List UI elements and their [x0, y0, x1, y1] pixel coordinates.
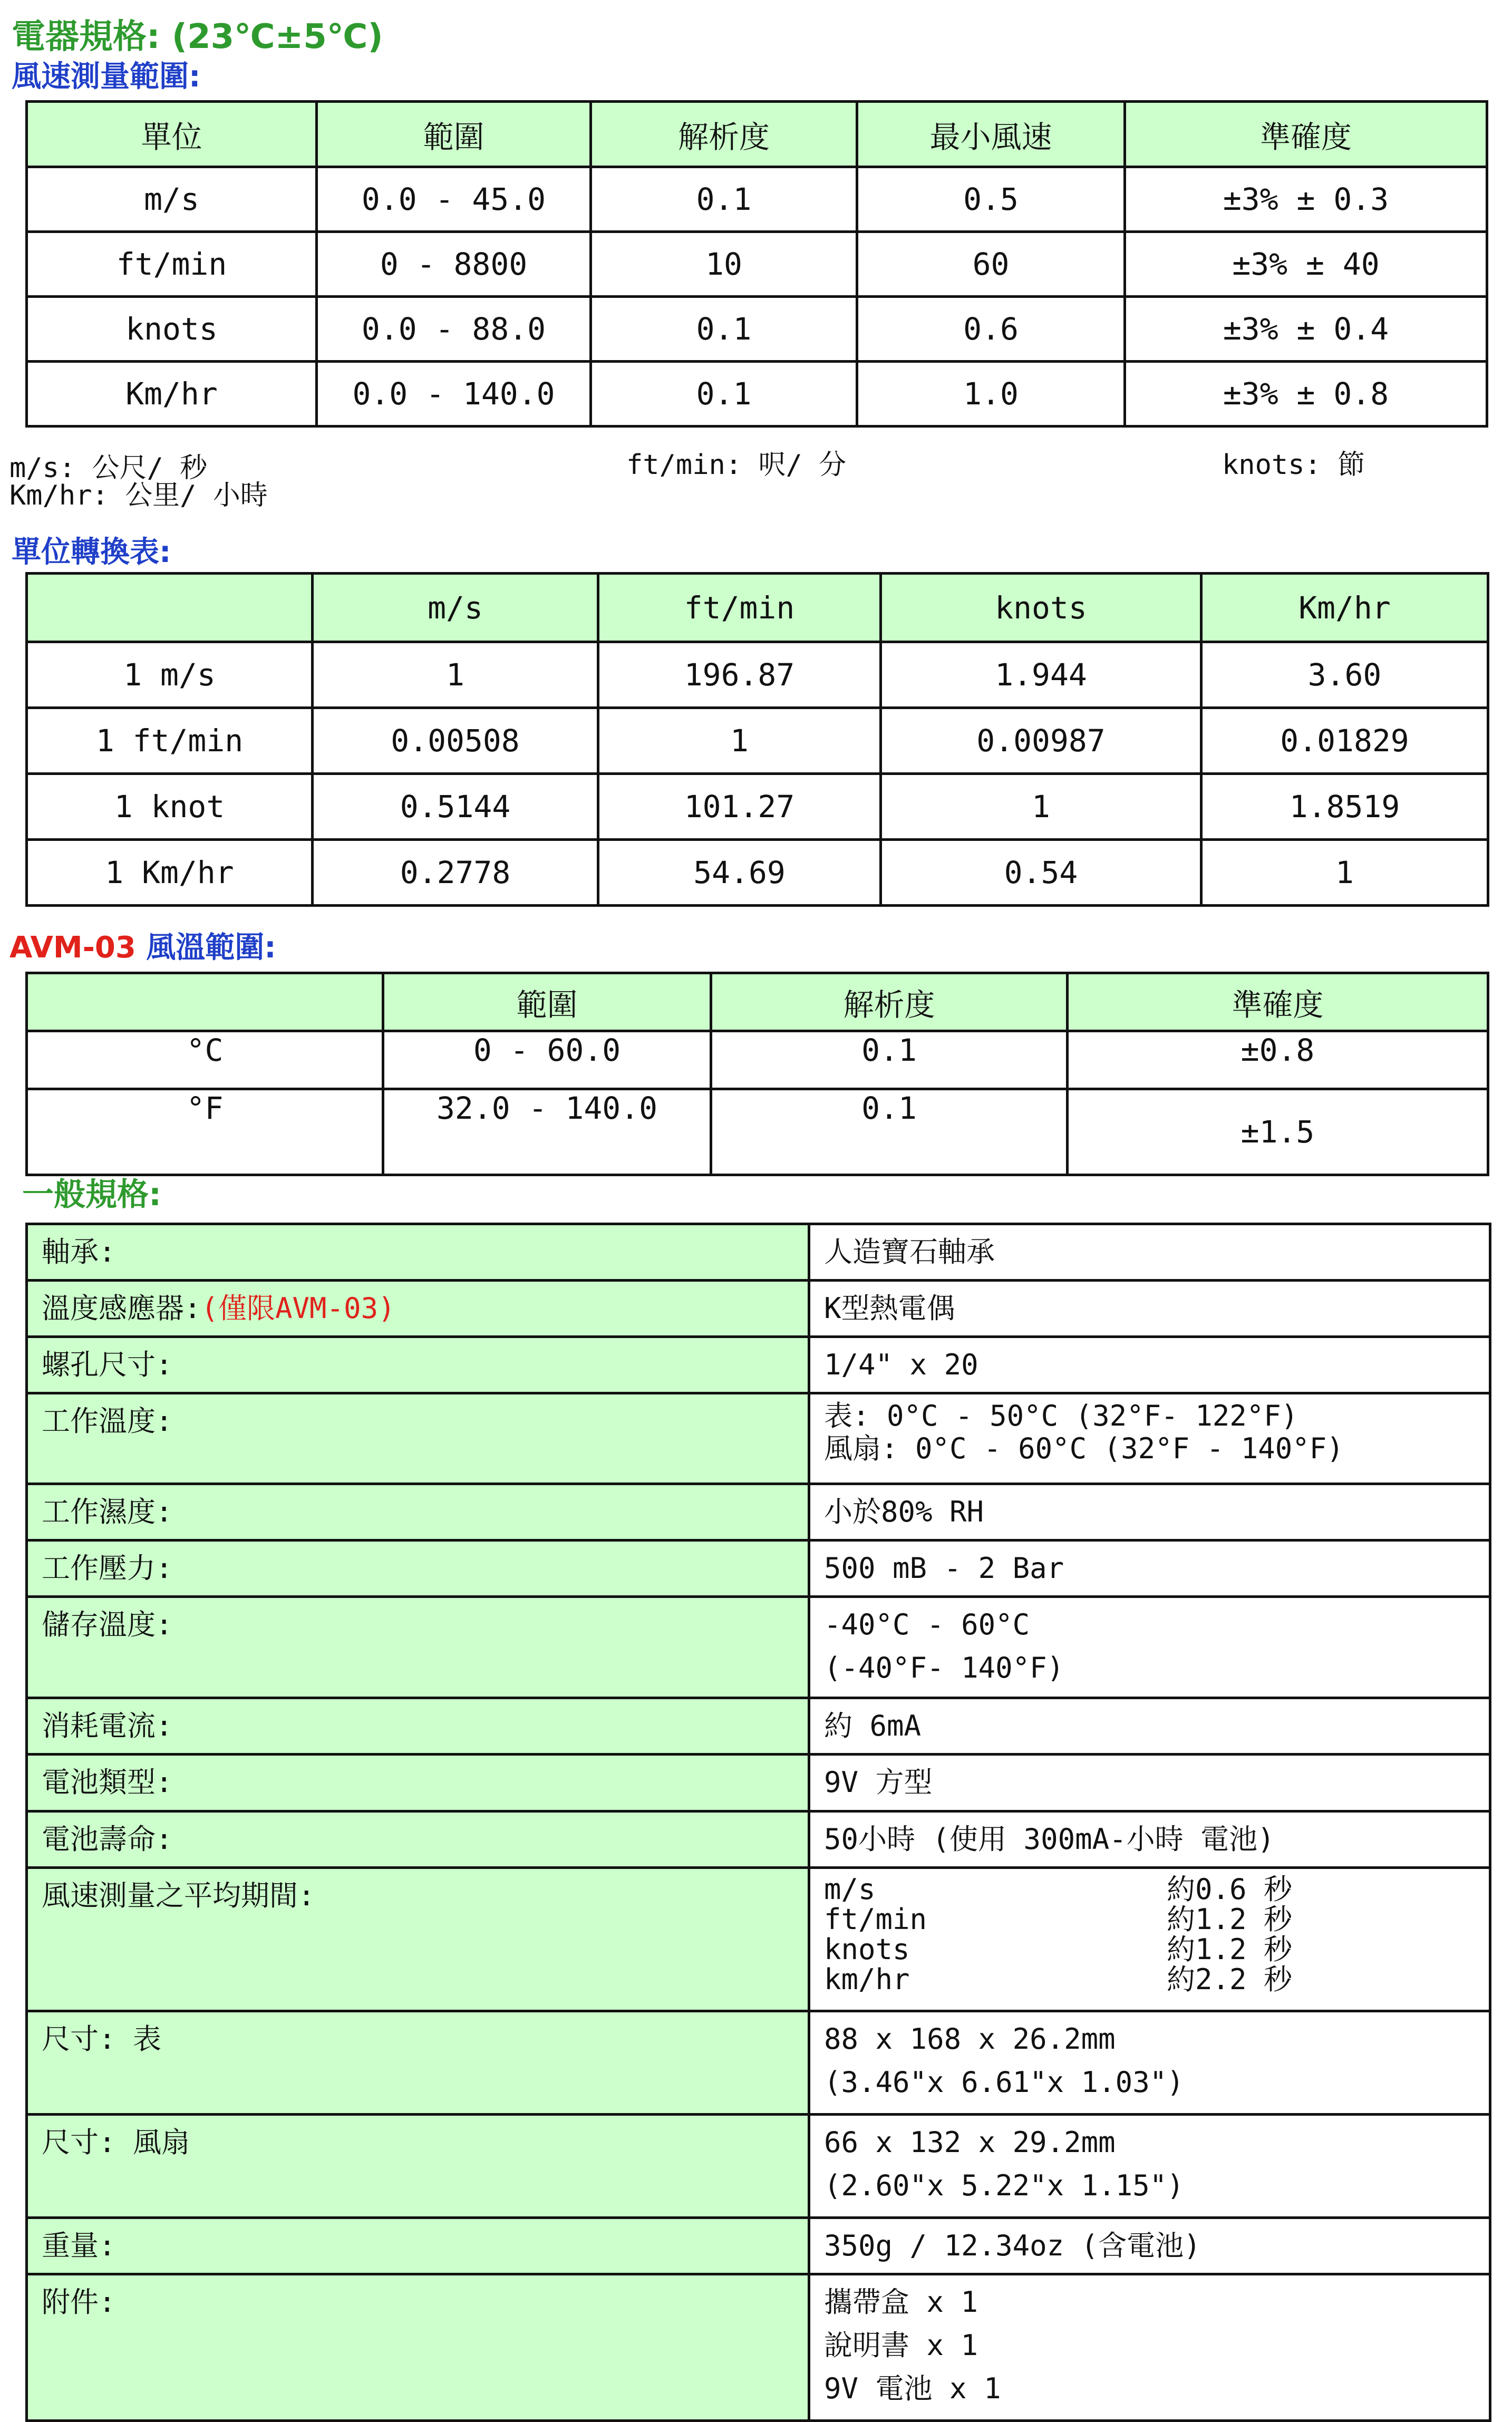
averaging-period-list: [824, 1874, 1475, 1995]
column-header: Km/hr: [1201, 574, 1488, 642]
spec-value: 500 mB - 2 Bar: [809, 1541, 1490, 1597]
column-header: m/s: [313, 574, 598, 642]
spec-label: 風速測量之平均期間:: [27, 1867, 809, 2011]
column-header: [27, 973, 383, 1031]
spec-row-op-pressure: [27, 1541, 1490, 1597]
averaging-time: 約0.6 秒: [1167, 1872, 1293, 1906]
spec-row-temp-sensor: [27, 1281, 1490, 1337]
resolution-cell: 0.1: [591, 362, 857, 427]
accessory-item: 攜帶盒 x 1: [824, 2285, 978, 2319]
temperature-range-heading: [9, 933, 276, 963]
knots-value-cell: 1: [881, 774, 1201, 840]
wind-range-heading: 風速測量範圍:: [12, 60, 201, 94]
spec-label: 附件:: [27, 2274, 809, 2420]
meter-dimensions-inch: (3.46"x 6.61"x 1.03"): [824, 2065, 1184, 2099]
unit-cell: ft/min: [27, 232, 317, 297]
knots-value-cell: 0.00987: [881, 708, 1201, 774]
temperature-range-table: [25, 972, 1489, 1176]
range-cell: 0.0 - 140.0: [317, 362, 591, 427]
spec-value: 人造寶石軸承: [809, 1224, 1490, 1281]
spec-label: 工作溫度:: [27, 1393, 809, 1484]
ftmin-value-cell: 101.27: [598, 774, 881, 840]
spec-value: 1/4" x 20: [809, 1337, 1490, 1393]
spec-row-bearing: [27, 1224, 1490, 1281]
row-unit-cell: 1 Km/hr: [27, 840, 313, 906]
row-unit-cell: 1 ft/min: [27, 708, 313, 774]
spec-label: 工作壓力:: [27, 1541, 809, 1597]
spec-label: 軸承:: [27, 1224, 809, 1281]
fan-dimensions-mm: 66 x 132 x 29.2mm: [824, 2125, 1116, 2159]
spec-value: 50小時 (使用 300mA-小時 電池): [809, 1811, 1490, 1867]
fan-temp-range: 風扇: 0°C - 60°C (32°F - 140°F): [824, 1432, 1344, 1466]
kmhr-value-cell: 3.60: [1201, 642, 1488, 708]
spec-row-dim-meter: [27, 2011, 1490, 2114]
avm-only-note: (僅限AVM-03): [201, 1292, 395, 1325]
accessory-item: 說明書 x 1: [824, 2328, 978, 2362]
resolution-cell: 0.1: [591, 167, 857, 232]
spec-row-screw: [27, 1337, 1490, 1393]
column-header: 單位: [27, 102, 317, 167]
ftmin-value-cell: 1: [598, 708, 881, 774]
spec-value: [809, 1597, 1490, 1698]
spec-value: [809, 1867, 1490, 2011]
spec-label: 重量:: [27, 2217, 809, 2274]
column-header: knots: [881, 574, 1201, 642]
spec-value: [809, 2274, 1490, 2420]
ftmin-value-cell: 54.69: [598, 840, 881, 906]
table-row: [27, 362, 1487, 427]
column-header: 解析度: [711, 973, 1068, 1031]
conversion-heading: 單位轉換表:: [12, 535, 171, 569]
spec-label: 尺寸: 風扇: [27, 2114, 809, 2217]
meter-dimensions-mm: 88 x 168 x 26.2mm: [824, 2022, 1116, 2056]
resolution-cell: 0.1: [711, 1031, 1068, 1089]
table-row: [27, 642, 1488, 708]
column-header: [27, 574, 313, 642]
range-cell: 0.0 - 88.0: [317, 297, 591, 362]
spec-value: 9V 方型: [809, 1755, 1490, 1811]
spec-row-battery-type: [27, 1755, 1490, 1811]
model-name: AVM-03: [9, 931, 136, 965]
spec-value: [809, 2114, 1490, 2217]
resolution-cell: 10: [591, 232, 857, 297]
range-cell: 0 - 60.0: [383, 1031, 711, 1089]
column-header: 最小風速: [857, 102, 1125, 167]
accuracy-cell: ±3% ± 0.4: [1125, 297, 1487, 362]
accuracy-cell: ±3% ± 40: [1125, 232, 1487, 297]
unit-note-ftmin: ft/min: 呎/ 分: [626, 449, 847, 481]
spec-label: 儲存溫度:: [27, 1597, 809, 1698]
table-row: [27, 167, 1487, 232]
ms-value-cell: 0.5144: [313, 774, 598, 840]
spec-value: 約 6mA: [809, 1698, 1490, 1755]
ms-value-cell: 1: [313, 642, 598, 708]
spec-label: 消耗電流:: [27, 1698, 809, 1755]
unit-note-kmhr: Km/hr: 公里/ 小時: [9, 480, 268, 511]
min-speed-cell: 0.6: [857, 297, 1125, 362]
general-spec-heading: 一般規格:: [22, 1176, 161, 1213]
meter-temp-range: 表: 0°C - 50°C (32°F- 122°F): [824, 1399, 1298, 1433]
resolution-cell: 0.1: [591, 297, 857, 362]
column-header: 範圍: [383, 973, 711, 1031]
kmhr-value-cell: 1: [1201, 840, 1488, 906]
unit-cell: °C: [27, 1031, 383, 1089]
averaging-unit: m/s: [824, 1872, 876, 1906]
row-unit-cell: 1 knot: [27, 774, 313, 840]
spec-label: 工作濕度:: [27, 1484, 809, 1541]
averaging-unit: ft/min: [824, 1902, 927, 1936]
table-row: [27, 840, 1488, 906]
spec-label: 電池壽命:: [27, 1811, 809, 1867]
knots-value-cell: 0.54: [881, 840, 1201, 906]
knots-value-cell: 1.944: [881, 642, 1201, 708]
averaging-unit: km/hr: [824, 1963, 910, 1997]
table-row: [27, 1031, 1488, 1089]
spec-row-op-temp: [27, 1393, 1490, 1484]
spec-row-dim-fan: [27, 2114, 1490, 2217]
storage-temp-fahrenheit: (-40°F- 140°F): [824, 1651, 1064, 1685]
column-header: 範圍: [317, 102, 591, 167]
min-speed-cell: 0.5: [857, 167, 1125, 232]
accuracy-cell: ±3% ± 0.8: [1125, 362, 1487, 427]
spec-row-storage-temp: [27, 1597, 1490, 1698]
accuracy-cell: ±0.8: [1068, 1031, 1488, 1089]
spec-row-averaging: [27, 1867, 1490, 2011]
spec-label: 尺寸: 表: [27, 2011, 809, 2114]
row-unit-cell: 1 m/s: [27, 642, 313, 708]
range-cell: 32.0 - 140.0: [383, 1089, 711, 1175]
table-row: [27, 774, 1488, 840]
temperature-header-row: [27, 973, 1488, 1031]
spec-value: [809, 2011, 1490, 2114]
ms-value-cell: 0.00508: [313, 708, 598, 774]
kmhr-value-cell: 0.01829: [1201, 708, 1488, 774]
column-header: 準確度: [1125, 102, 1487, 167]
spec-value: [809, 1393, 1490, 1484]
spec-row-weight: [27, 2217, 1490, 2274]
unit-note-knots: knots: 節: [1222, 449, 1365, 481]
unit-cell: knots: [27, 297, 317, 362]
temp-sensor-label: 溫度感應器:: [42, 1292, 201, 1325]
spec-label: 電池類型:: [27, 1755, 809, 1811]
unit-cell: m/s: [27, 167, 317, 232]
table-row: [27, 1089, 1488, 1175]
storage-temp-celsius: -40°C - 60°C: [824, 1608, 1030, 1642]
unit-note-ms: m/s: 公尺/ 秒: [9, 452, 208, 484]
averaging-unit: knots: [824, 1933, 910, 1966]
spec-row-op-humidity: [27, 1484, 1490, 1541]
temperature-range-label: 風溫範圍:: [146, 931, 276, 965]
spec-value: 350g / 12.34oz (含電池): [809, 2217, 1490, 2274]
spec-label: 螺孔尺寸:: [27, 1337, 809, 1393]
resolution-cell: 0.1: [711, 1089, 1068, 1175]
column-header: 準確度: [1068, 973, 1488, 1031]
conversion-table: [25, 572, 1489, 907]
min-speed-cell: 60: [857, 232, 1125, 297]
spec-value: K型熱電偶: [809, 1281, 1490, 1337]
table-row: [27, 708, 1488, 774]
spec-row-battery-life: [27, 1811, 1490, 1867]
averaging-time: 約2.2 秒: [1167, 1963, 1293, 1997]
general-spec-table: [25, 1223, 1491, 2422]
accessory-item: 9V 電池 x 1: [824, 2371, 1001, 2405]
accuracy-cell: ±1.5: [1068, 1089, 1488, 1175]
conversion-header-row: [27, 574, 1488, 642]
spec-label: [27, 1281, 809, 1337]
kmhr-value-cell: 1.8519: [1201, 774, 1488, 840]
averaging-time: 約1.2 秒: [1167, 1902, 1293, 1936]
unit-cell: °F: [27, 1089, 383, 1175]
ftmin-value-cell: 196.87: [598, 642, 881, 708]
range-cell: 0 - 8800: [317, 232, 591, 297]
min-speed-cell: 1.0: [857, 362, 1125, 427]
electrical-spec-heading: 電器規格: (23℃±5℃): [12, 17, 383, 56]
spec-value: 小於80% RH: [809, 1484, 1490, 1541]
range-cell: 0.0 - 45.0: [317, 167, 591, 232]
column-header: 解析度: [591, 102, 857, 167]
averaging-time: 約1.2 秒: [1167, 1933, 1293, 1966]
table-row: [27, 232, 1487, 297]
accuracy-cell: ±3% ± 0.3: [1125, 167, 1487, 232]
column-header: ft/min: [598, 574, 881, 642]
ms-value-cell: 0.2778: [313, 840, 598, 906]
wind-range-table: [25, 100, 1488, 428]
spec-row-accessories: [27, 2274, 1490, 2420]
unit-cell: Km/hr: [27, 362, 317, 427]
wind-range-header-row: [27, 102, 1487, 167]
spec-row-current: [27, 1698, 1490, 1755]
table-row: [27, 297, 1487, 362]
fan-dimensions-inch: (2.60"x 5.22"x 1.15"): [824, 2168, 1184, 2202]
